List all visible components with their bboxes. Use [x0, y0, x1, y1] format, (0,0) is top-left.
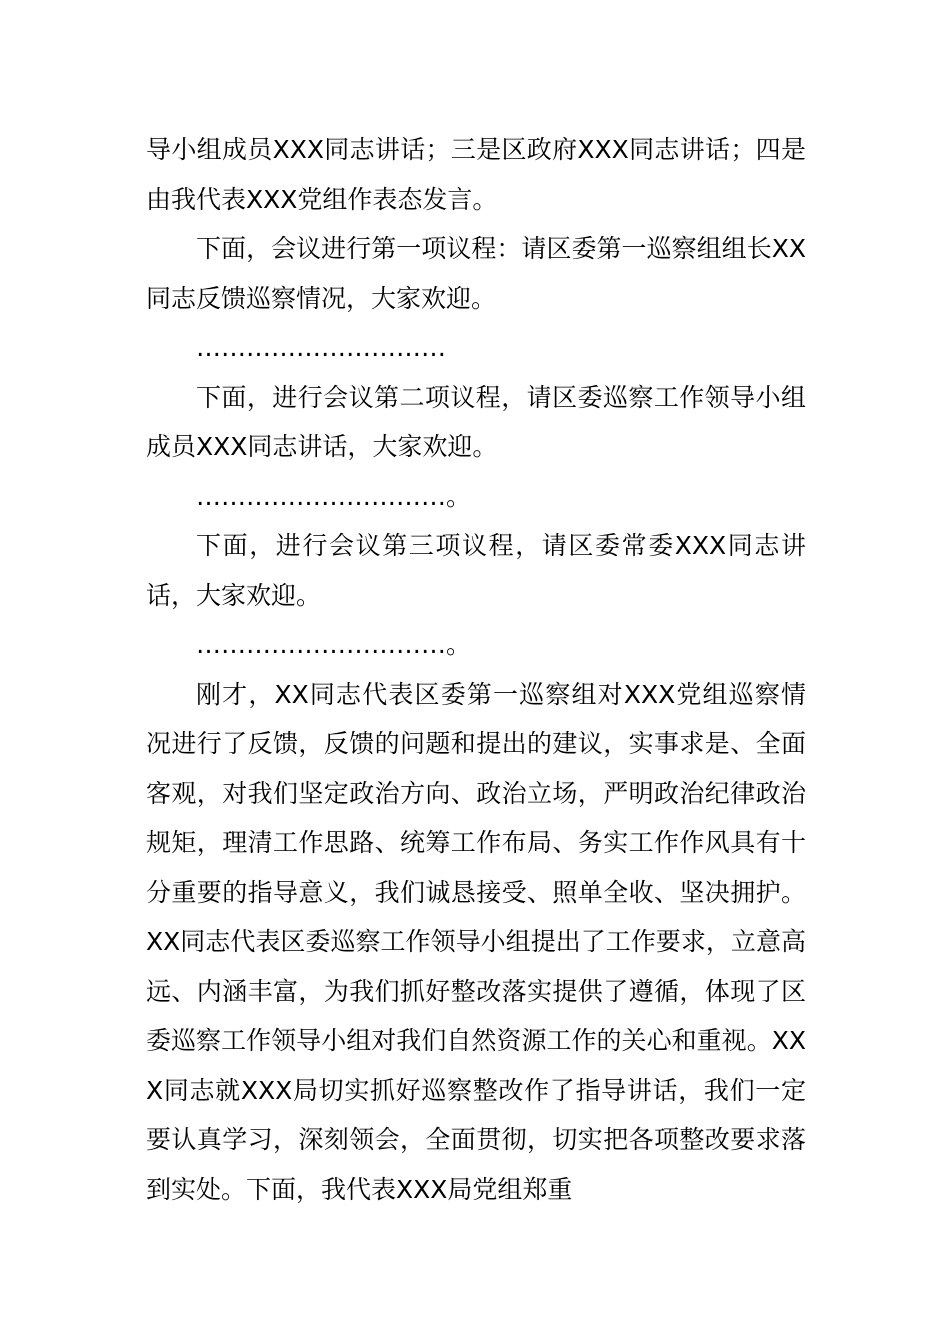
paragraph-first-item: 下面，会议进行第一项议程：请区委第一巡察组组长XX同志反馈巡察情况，大家欢迎。	[146, 234, 806, 313]
ellipsis-line-1: …………………………	[196, 333, 446, 362]
paragraph-summary: 刚才，XX同志代表区委第一巡察组对XXX党组巡察情况进行了反馈，反馈的问题和提出的建议，实事求是、全面客观，对我们坚定政治方向、政治立场，严明政治纪律政治规矩，理清工作思路、统筹工作布局、务实工作作风具有十分重要的指导意义，我们诚恳接受、照单全收、坚决拥护。XX同志代表区委巡察工作领导小组提出了工作要求，立意高远、内涵丰富，为我们抓好整改落实提供了遵循，体现了区委巡察工作领导小组对我们自然资源工作的关心和重视。XXX同志就XXX局切实抓好巡察整改作了指导讲话，我们一定要认真学习，深刻领会，全面贯彻，切实把各项整改要求落到实处。下面，我代表XXX局党组郑重	[146, 679, 806, 1204]
paragraph-second-item: 下面，进行会议第二项议程，请区委巡察工作领导小组成员XXX同志讲话，大家欢迎。	[146, 382, 806, 461]
paragraph-agenda-continuation: 导小组成员XXX同志讲话；三是区政府XXX同志讲话；四是由我代表XXX党组作表态发言。	[146, 135, 806, 214]
paragraph-third-item: 下面，进行会议第三项议程，请区委常委XXX同志讲话，大家欢迎。	[146, 531, 806, 610]
document-body	[146, 125, 806, 1214]
ellipsis-line-3: …………………………。	[196, 630, 472, 659]
ellipsis-line-2: …………………………。	[196, 481, 472, 511]
